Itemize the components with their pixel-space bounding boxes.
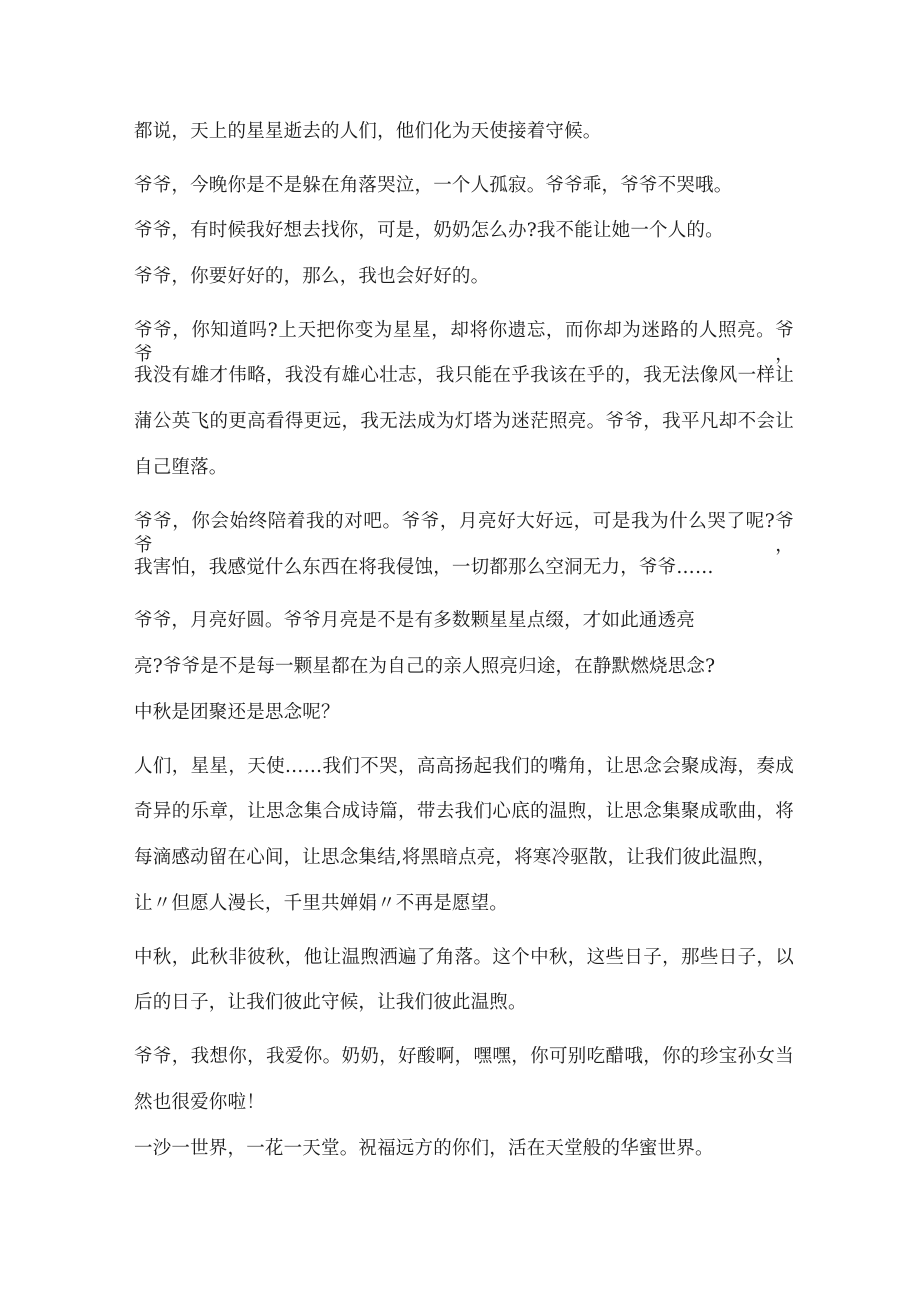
text-line: 爷爷，有时候我好想去找你，可是，奶奶怎么办?我不能让她一个人的。	[134, 220, 724, 241]
text-line: 爷爷，你知道吗?上天把你变为星星，却将你遗忘，而你却为迷路的人照亮。爷爷，	[134, 320, 794, 365]
text-line: 每滴感动留在心间，让思念集结,将黑暗点亮，将寒冷驱散，让我们彼此温煦，	[134, 847, 776, 868]
text-line: 蒲公英飞的更高看得更远，我无法成为灯塔为迷茫照亮。爷爷，我平凡却不会让	[134, 411, 794, 432]
text-line: 爷爷，我想你，我爱你。奶奶，好酸啊，嘿嘿，你可别吃醋哦，你的珍宝孙女当	[134, 1046, 794, 1067]
text-line: 中秋是团聚还是思念呢？	[134, 702, 340, 723]
text-line: 我害怕，我感觉什么东西在将我侵蚀，一切都那么空洞无力，爷爷……	[134, 557, 714, 578]
text-line: 自己堕落。	[134, 457, 228, 478]
text-line: 然也很爱你啦！	[134, 1092, 265, 1113]
text-line: 一沙一世界，一花一天堂。祝福远方的你们，活在天堂般的华蜜世界。	[134, 1138, 714, 1159]
text-line: 我没有雄才伟略，我没有雄心壮志，我只能在乎我该在乎的，我无法像风一样让	[134, 365, 794, 386]
text-line: 亮?爷爷是不是每一颗星都在为自己的亲人照亮归途，在静默燃烧思念?	[134, 656, 716, 677]
text-line: 都说，天上的星星逝去的人们，他们化为天使接着守候。	[134, 121, 602, 142]
text-line: 人们，星星，天使……我们不哭，高高扬起我们的嘴角，让思念会聚成海，奏成	[134, 756, 794, 777]
text-line: 爷爷，月亮好圆。爷爷月亮是不是有多数颗星星点缀，才如此通透亮	[134, 610, 696, 631]
text-line: 让〃但愿人漫长，千里共婵娟〃不再是愿望。	[134, 893, 509, 914]
text-line: 爷爷，今晚你是不是躲在角落哭泣，一个人孤寂。爷爷乖，爷爷不哭哦。	[134, 175, 733, 196]
text-line: 爷爷，你要好好的，那么，我也会好好的。	[134, 266, 490, 287]
text-line: 奇异的乐章，让思念集合成诗篇，带去我们心底的温煦，让思念集聚成歌曲，将	[134, 801, 794, 822]
text-line: 后的日子，让我们彼此守候，让我们彼此温煦。	[134, 992, 527, 1013]
text-line: 中秋，此秋非彼秋，他让温煦洒遍了角落。这个中秋，这些日子，那些日子，以	[134, 947, 794, 968]
text-line: 爷爷，你会始终陪着我的对吧。爷爷，月亮好大好远，可是我为什么哭了呢?爷爷，	[134, 511, 794, 556]
